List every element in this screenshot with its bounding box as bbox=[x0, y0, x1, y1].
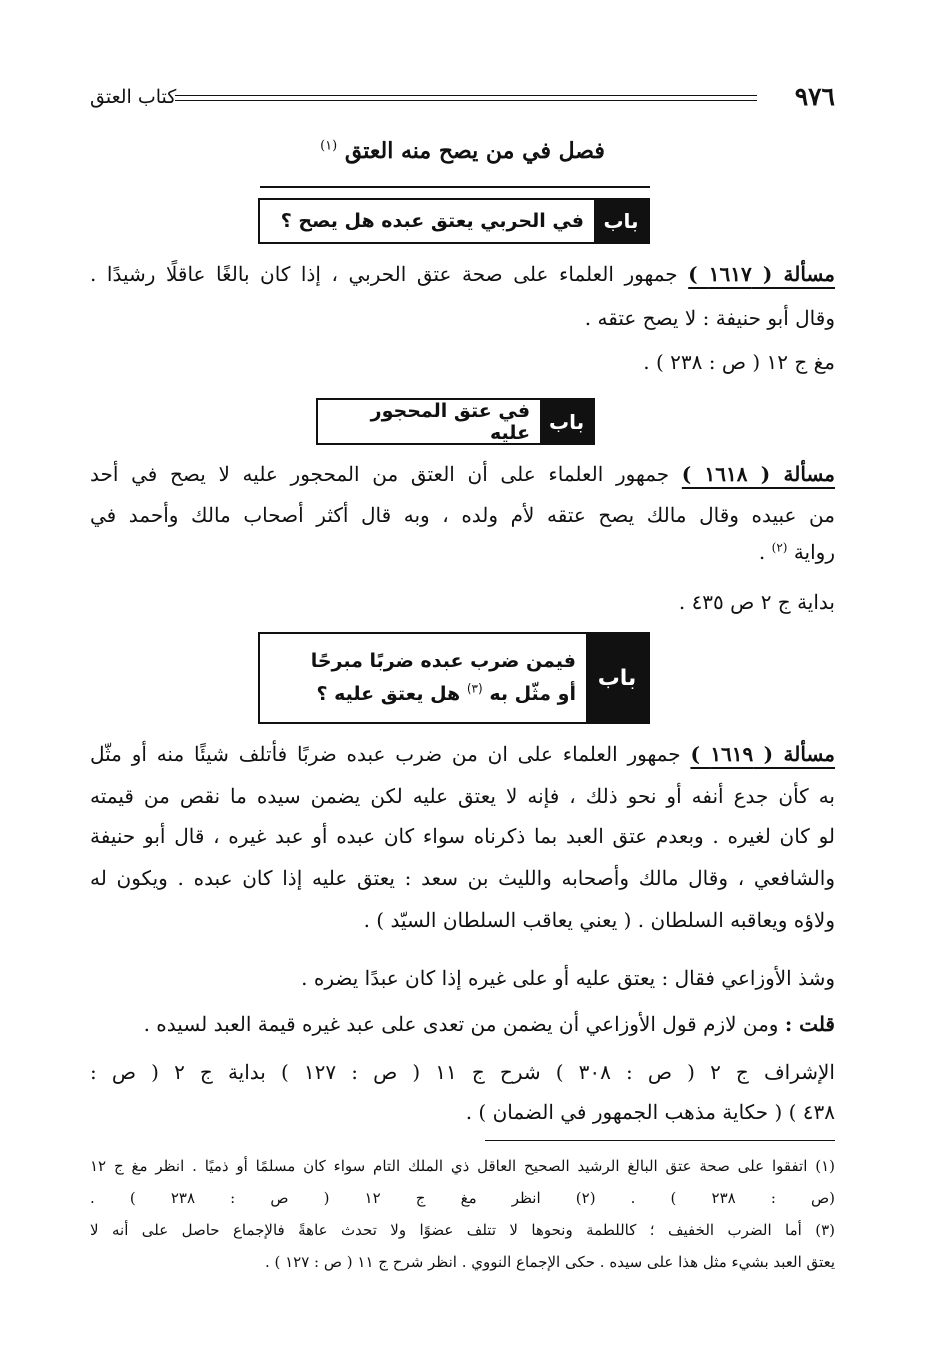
footnote-separator bbox=[485, 1140, 835, 1141]
bab-top-rule bbox=[260, 186, 650, 188]
footnote-ref-2: (٢) bbox=[771, 540, 788, 555]
reference-line: مغ ج ١٢ ( ص : ٢٣٨ ) . bbox=[643, 350, 835, 374]
bab-box-mahjur bbox=[316, 398, 595, 445]
book-title: كتاب العتق bbox=[90, 86, 177, 108]
bab-title: فيمن ضرب عبده ضربًا مبرحًا أو مثّل به $^{(٣)}$ هل يعتق عليه ؟ bbox=[310, 649, 576, 705]
qult-label: قلت : bbox=[784, 1012, 835, 1036]
text-line: وقال أبو حنيفة : لا يصح عتقه . bbox=[584, 306, 835, 330]
header-double-rule bbox=[175, 95, 757, 101]
footnote-line: يعتق العبد بشيء مثل هذا على سيده . حكى الإجماع النووي . انظر شرح ج ١١ ( ص : ١٢٧ ) . bbox=[264, 1253, 835, 1271]
footnote-line: (٣) أما الضرب الخفيف ؛ كاللطمة ونحوها لا تتلف عضوًا ولا تحدث عاهةً فالإجماع حاصل على أنه لا bbox=[90, 1221, 835, 1239]
masala-number: مسألة ( ١٦١٩ ) bbox=[690, 742, 836, 766]
reference-line: ٤٣٨ ) ( حكاية مذهب الجمهور في الضمان ) . bbox=[465, 1100, 835, 1124]
page-header bbox=[90, 80, 835, 120]
section-title bbox=[90, 138, 835, 164]
footnote-line: (١) اتفقوا على صحة عتق البالغ الرشيد الصحيح العاقل ذي الملك التام سواء كان مسلمًا أو ذميًا . انظر مغ ج ١٢ bbox=[90, 1157, 835, 1175]
bab-box-darb bbox=[258, 632, 650, 724]
bab-box-harbi bbox=[258, 198, 650, 244]
bab-label: باب bbox=[586, 634, 648, 722]
text-line: مسألة ( ١٦١٧ ) جمهور العلماء على صحة عتق الحربي ، إذا كان بالغًا عاقلًا رشيدًا . bbox=[90, 262, 835, 286]
masala-number: مسألة ( ١٦١٧ ) bbox=[688, 262, 835, 286]
bab-label: باب bbox=[540, 400, 593, 443]
text-line: به كأن جدع أنفه أو نحو ذلك ، فإنه لا يعتق عليه لكن يضمن سيده ما نقص من قيمته bbox=[90, 784, 835, 808]
reference-line: بداية ج ٢ ص ٤٣٥ . bbox=[678, 590, 835, 614]
page-number: ٩٧٦ bbox=[794, 82, 835, 111]
text-line: والشافعي ، وقال مالك وأصحابه والليث بن سعد : يعتق عليه إذا كان عبده . ويكون له bbox=[90, 866, 835, 890]
reference-line: الإشراف ج ٢ ( ص : ٣٠٨ ) شرح ج ١١ ( ص : ١٢٧ ) بداية ج ٢ ( ص : bbox=[90, 1060, 835, 1084]
text-line: مسألة ( ١٦١٨ ) جمهور العلماء على أن العتق من المحجور عليه لا يصح في أحد bbox=[90, 462, 835, 486]
text-line: وشذ الأوزاعي فقال : يعتق عليه أو على غيره إذا كان عبدًا يضره . bbox=[301, 966, 835, 990]
text-line: من عبيده وقال مالك يصح عتقه لأم ولده ، وبه قال أكثر أصحاب مالك وأحمد في bbox=[90, 503, 835, 527]
text-line: ولاؤه ويعاقبه السلطان . ( يعني يعاقب السلطان السيّد ) . bbox=[363, 908, 835, 932]
footnote-ref-1: (١) bbox=[320, 138, 338, 154]
bab-label: باب bbox=[594, 200, 648, 242]
text-line: مسألة ( ١٦١٩ ) جمهور العلماء على ان من ضرب عبده ضربًا فأتلف شيئًا منه أو مثّل bbox=[90, 742, 836, 766]
text-line: لو كان لغيره . وبعدم عتق العبد بما ذكرناه سواء كان عبده أو عبد غيره ، قال أبو حنيفة bbox=[90, 824, 835, 848]
text-line: رواية $^{(٢)}$ . bbox=[758, 540, 835, 564]
bab-title: في عتق المحجور عليه bbox=[370, 399, 531, 444]
masala-number: مسألة ( ١٦١٨ ) bbox=[681, 462, 835, 486]
section-title-text: فصل في من يصح منه العتق bbox=[344, 138, 605, 164]
book-page bbox=[90, 0, 835, 1357]
text-line: قلت : ومن لازم قول الأوزاعي أن يضمن من تعدى على عبد غيره قيمة العبد لسيده . bbox=[143, 1012, 835, 1036]
bab-title: في الحربي يعتق عبده هل يصح ؟ bbox=[280, 210, 584, 232]
footnote-ref-3: (٣) bbox=[466, 681, 483, 696]
footnote-line: (ص : ٢٣٨ ) . (٢) انظر مغ ج ١٢ ( ص : ٢٣٨ ) . bbox=[90, 1189, 835, 1207]
